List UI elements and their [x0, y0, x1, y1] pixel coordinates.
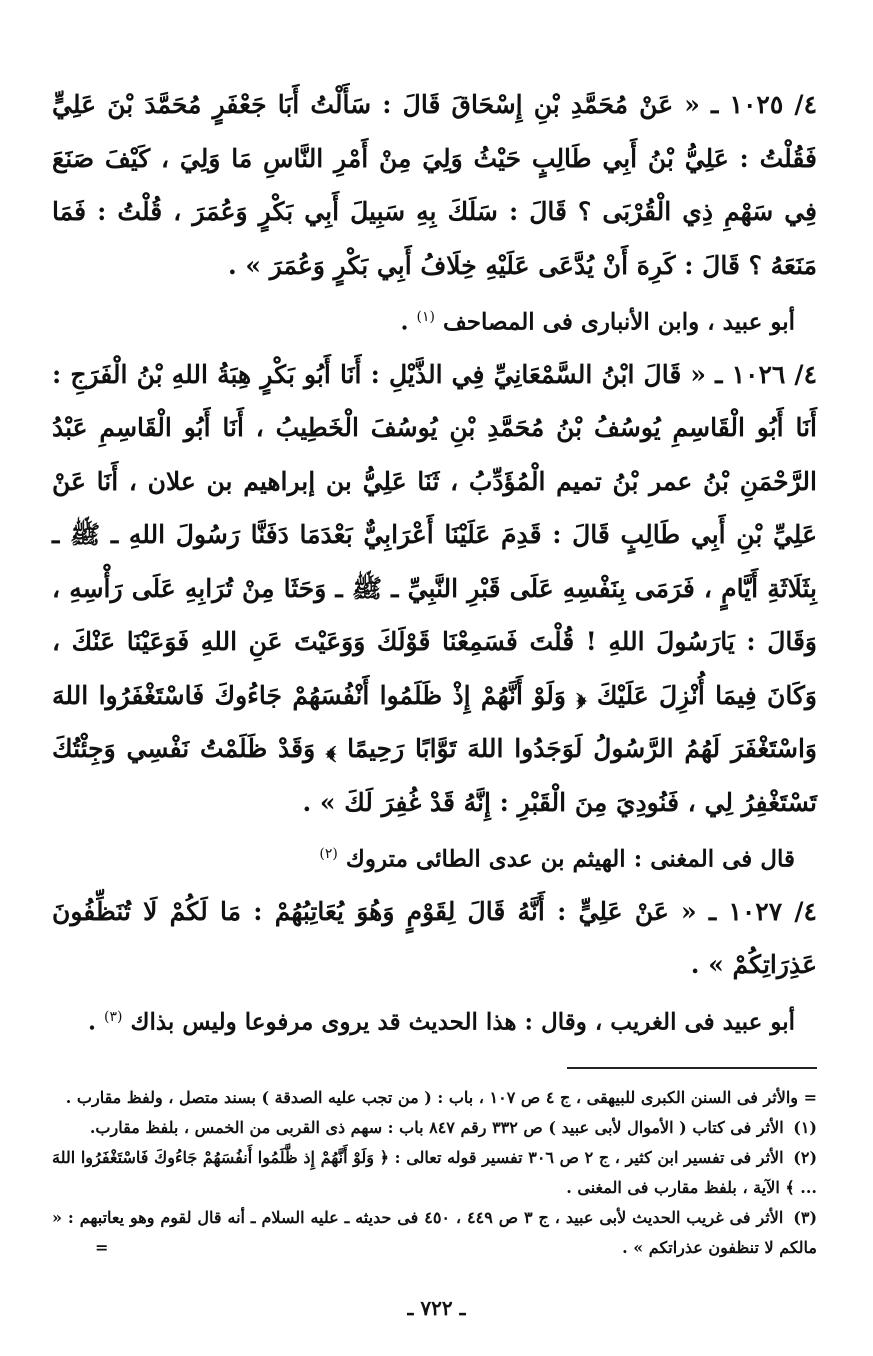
- footnote-continuation: = والأثر فى السنن الكبرى للبيهقى ، ج ٤ ص ١٠٧ ، باب : ( من تجب عليه الصدقة ) بسند متصل ، ولفظ مقارب .: [65, 1088, 817, 1108]
- footnote-ref: (٣): [104, 1008, 123, 1025]
- hadith-1026-source: [52, 829, 817, 885]
- continuation-mark: =: [95, 1238, 109, 1258]
- footnote-2: [52, 1143, 817, 1203]
- hadith-1027: ٤/ ١٠٢٧ ـ « عَنْ عَلِيٍّ : أَنَّهُ قَالَ لِقَوْمٍ وَهُوَ يُعَاتِبُهُمْ : مَا لَكُمْ لَا تُنَظِّفُونَ عَذِرَاتِكُمْ » .: [52, 896, 817, 980]
- source-text: قال فى المغنى : الهيثم بن عدى الطائى متروك: [345, 845, 795, 873]
- hadith-1025-source: أبو عبيد ، وابن الأنبارى فى المصاحف $^{(١)}$ .: [400, 308, 795, 336]
- hadith-1027-source: أبو عبيد فى الغريب ، وقال : هذا الحديث قد يروى مرفوعا وليس بذاك $^{(٣)}$ .: [88, 1008, 795, 1036]
- page-number: ـ ٧٢٢ ـ: [407, 1296, 466, 1320]
- hadith-1025: ٤/ ١٠٢٥ ـ « عَنْ مُحَمَّدِ بْنِ إِسْحَاقَ قَالَ : سَأَلْتُ أَبَا جَعْفَرٍ مُحَمَّدَ بْنَ عَلِيٍّ فَقُلْتُ : عَلِيُّ بْنُ أَبِي طَالِبٍ حَيْثُ وَلِيَ مِنْ أَمْرِ النَّاسِ مَا وَلِيَ ، كَيْفَ صَنَعَ فِي سَهْمِ ذِي الْقُرْبَى ؟ قَالَ : سَلَكَ بِهِ سَبِيلَ أَبِي بَكْرٍ وَعُمَرَ ، قُلْتُ : فَمَا مَنَعَهُ ؟ قَالَ : كَرِهَ أَنْ يُدَّعَى عَلَيْهِ خِلَافُ أَبِي بَكْرٍ وَعُمَرَ » .: [52, 90, 817, 280]
- footnote-number: (٣): [793, 1208, 818, 1228]
- footnotes: [52, 1083, 817, 1263]
- source-text: أبو عبيد ، وابن الأنبارى فى المصاحف: [442, 308, 795, 336]
- footnote-number: (١): [793, 1118, 817, 1138]
- footnote-text: الأثر فى غريب الحديث لأبى عبيد ، ج ٣ ص ٤٤٩ ، ٤٥٠ فى حديثه ـ عليه السلام ـ أنه قال لقوم وهو يعاتبهم : « مالكم لا تنظفون عذراتكم » .: [52, 1208, 817, 1258]
- footnote-number: (٢): [793, 1148, 818, 1168]
- source-text: أبو عبيد فى الغريب ، وقال : هذا الحديث قد يروى مرفوعا وليس بذاك: [130, 1008, 795, 1036]
- footnote-3: [52, 1203, 817, 1263]
- hadith-1026: ٤/ ١٠٢٦ ـ « قَالَ ابْنُ السَّمْعَانِيِّ فِي الذَّيْلِ : أَنَا أَبُو بَكْرٍ هِبَةُ اللهِ بْنُ الْفَرَجِ : أَنَا أَبُو الْقَاسِمِ يُوسُفُ بْنُ مُحَمَّدِ بْنِ يُوسُفَ الْخَطِيبُ ، أَنَا أَبُو الْقَاسِمِ عَبْدُ الرَّحْمَنِ بْنُ عمر بْنُ تميم الْمُؤَدِّبُ ، ثَنَا عَلِيُّ بن إبراهيم بن علان ، أَنَا عَنْ عَلِيِّ بْنِ أَبِي طَالِبٍ قَالَ : قَدِمَ عَلَيْنَا أَعْرَابِيٌّ بَعْدَمَا دَفَنَّا رَسُولَ اللهِ ـ ﷺ ـ بِثَلَاثَةِ أَيَّامٍ ، فَرَمَى بِنَفْسِهِ عَلَى قَبْرِ النَّبِيِّ ـ ﷺ ـ وَحَثَا مِنْ تُرَابِهِ عَلَى رَأْسِهِ ، وَقَالَ : يَارَسُولَ اللهِ ! قُلْتَ فَسَمِعْنَا قَوْلَكَ وَوَعَيْتَ عَنِ اللهِ فَوَعَيْنَا عَنْكَ ، وَكَانَ فِيمَا أُنْزِلَ عَلَيْكَ ﴿ وَلَوْ أَنَّهُمْ إِذْ ظَلَمُوا أَنْفُسَهُمْ جَاءُوكَ فَاسْتَغْفَرُوا اللهَ وَاسْتَغْفَرَ لَهُمُ الرَّسُولُ لَوَجَدُوا اللهَ تَوَّابًا رَحِيمًا ﴾ وَقَدْ ظَلَمْتُ نَفْسِي وَجِئْتُكَ تَسْتَغْفِرُ لِي ، فَنُودِيَ مِنَ الْقَبْرِ : إِنَّهُ قَدْ غُفِرَ لَكَ » .: [52, 359, 818, 817]
- footnote-divider: [567, 1067, 817, 1069]
- footnote-ref: (١): [416, 309, 435, 325]
- footnote-ref: (٢): [319, 846, 338, 863]
- footnote-text: الأثر فى كتاب ( الأموال لأبى عبيد ) ص ٣٣٢ رقم ٨٤٧ باب : سهم ذى القربى من الخمس ، بلفظ مقارب.: [89, 1118, 784, 1138]
- footnote-1: [52, 1113, 817, 1143]
- footnote-text: الأثر فى تفسير ابن كثير ، ج ٢ ص ٣٠٦ تفسير قوله تعالى : ﴿ وَلَوْ أَنَّهُمْ إِذ ظَّلَمُوا أَنفُسَهُمْ جَاءُوكَ فَاسْتَغْفَرُوا اللهَ ... ﴾ الآية ، بلفظ مقارب فى المغنى .: [52, 1148, 817, 1198]
